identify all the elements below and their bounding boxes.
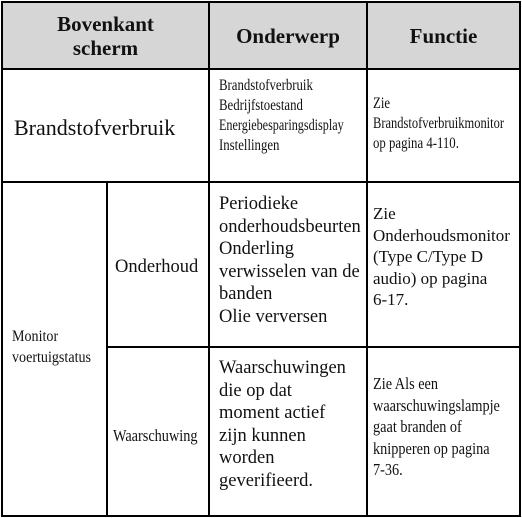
header-screen-top-line2: scherm bbox=[72, 36, 139, 60]
header-function-label: Functie bbox=[409, 24, 478, 48]
maintenance-function-line: (Type C/Type D bbox=[373, 247, 483, 266]
maintenance-label: Onderhoud bbox=[115, 257, 199, 277]
maintenance-subject: onderhoudsbeurten bbox=[219, 216, 361, 237]
header-screen-top-line1: Bovenkant bbox=[57, 12, 154, 36]
fuel-subject: Energiebesparingsdisplay bbox=[219, 117, 344, 134]
warning-function-line: knipperen op pagina bbox=[373, 438, 490, 458]
rule-fuel-bottom bbox=[1, 181, 521, 183]
maintenance-function bbox=[373, 203, 518, 311]
header-subject-label: Onderwerp bbox=[236, 24, 340, 48]
rule-maintenance-bottom bbox=[107, 346, 521, 348]
rule-header-bottom bbox=[1, 68, 521, 70]
maintenance-function-line: Zie bbox=[373, 204, 396, 223]
fuel-subject: Brandstofverbruik bbox=[219, 77, 313, 94]
warning-label: Waarschuwing bbox=[113, 426, 198, 445]
warning-subject: zijn kunnen bbox=[219, 425, 306, 446]
header-function bbox=[368, 3, 519, 69]
monitor-screen-cell bbox=[12, 326, 107, 368]
maintenance-function-line: audio) op pagina bbox=[373, 268, 488, 288]
maintenance-label-cell bbox=[115, 256, 209, 278]
fuel-function-line: Zie bbox=[373, 95, 391, 112]
rule-function-left bbox=[366, 1, 368, 517]
warning-subjects bbox=[219, 357, 364, 492]
warning-function bbox=[373, 373, 518, 481]
fuel-screen-label: Brandstofverbruik bbox=[14, 115, 176, 140]
maintenance-function-line: 6-17. bbox=[373, 290, 409, 309]
warning-function-line: 7-36. bbox=[373, 460, 403, 479]
maintenance-subject: banden bbox=[219, 284, 273, 304]
rule-bottom bbox=[1, 515, 521, 517]
rule-top bbox=[1, 1, 521, 3]
monitor-screen-line1: Monitor bbox=[12, 328, 59, 345]
maintenance-subject: Periodieke bbox=[219, 194, 299, 214]
warning-subject: die op dat bbox=[219, 380, 292, 401]
header-screen-top bbox=[3, 3, 208, 69]
fuel-subject: Instellingen bbox=[219, 137, 280, 154]
warning-subject: moment actief bbox=[219, 403, 326, 423]
warning-subject: geverifieerd. bbox=[219, 470, 313, 491]
maintenance-subject: Onderling bbox=[219, 239, 295, 259]
rule-left bbox=[1, 1, 3, 517]
warning-function-line: waarschuwingslampje bbox=[373, 395, 500, 415]
maintenance-subject: Olie verversen bbox=[219, 306, 328, 327]
fuel-function-line: op pagina 4-110. bbox=[373, 135, 459, 152]
fuel-function-line: Brandstofverbruikmonitor bbox=[373, 115, 505, 132]
fuel-function bbox=[373, 94, 518, 154]
warning-label-cell bbox=[113, 425, 209, 446]
rule-screen-split bbox=[106, 181, 108, 517]
fuel-screen-cell bbox=[14, 115, 204, 141]
warning-subject: Waarschuwingen bbox=[219, 358, 346, 378]
fuel-subject: Bedrijfstoestand bbox=[219, 97, 303, 114]
maintenance-function-line: Onderhoudsmonitor bbox=[373, 225, 510, 245]
warning-subject: worden bbox=[219, 448, 275, 468]
maintenance-subjects bbox=[219, 193, 364, 328]
rule-subject-left bbox=[208, 1, 210, 517]
rule-right bbox=[519, 1, 521, 517]
monitor-screen-line2: voertuigstatus bbox=[12, 349, 91, 366]
warning-function-line: gaat branden of bbox=[373, 417, 462, 436]
maintenance-subject: verwisselen van de bbox=[219, 261, 360, 282]
warning-function-line: Zie Als een bbox=[373, 374, 439, 393]
fuel-subjects bbox=[219, 76, 364, 156]
header-subject bbox=[210, 3, 366, 69]
